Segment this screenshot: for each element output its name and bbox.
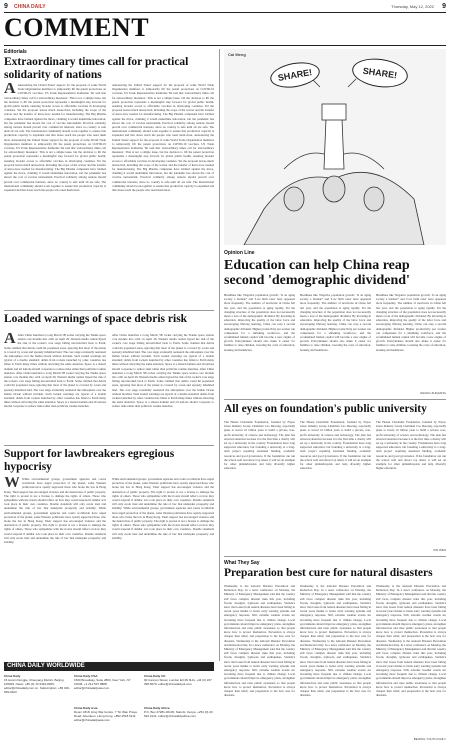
editorial-body-1a: A Announcing the United States' support for the proposal of some World Trade Organization members to temporarily lift the patent protections on COVID-19 vaccines, US Trade Representative Katherine Tai said that 'extraordinary times call for extraordinary measures'. This is not a simple issue, but the decision to lift the patent protection represents a meaningful step forward for global public health, ensuring broader access to affordable vaccines in developing countries. Yet the proposal leaves much unresolved, including the scope of the waiver and the transfer of know-how needed for manufacturing. The Big Pharma companies have lobbied against the move, claiming it would undermine innovation, but the pandemic has shown the cost of vaccine nationalism. Practical solidarity among nations should prevail over commercial interests, since no country is safe until all are safe. The international community should work together to ensure that production capacity is expanded and that doses reach the people who need them most. Announcing the United States' support for the proposal of some World Trade Organization members to temporarily lift the patent protections on COVID-19 vaccines, US Trade Representative Katherine Tai said that 'extraordinary times call for extraordinary measures'. This is not a simple issue, but the decision to lift the patent protection represents a meaningful step forward for global public health, ensuring broader access to affordable vaccines in developing countries. Yet the proposal leaves much unresolved, including the scope of the waiver and the transfer of know-how needed for manufacturing. The Big Pharma companies have lobbied against the move, claiming it would undermine innovation, but the pandemic has shown the cost of vaccine nationalism. Practical solidarity among nations should prevail over commercial interests, since no country is safe until all are safe. The international community should work together to ensure that production capacity is expanded and that doses reach the people who need them most. (4, 83, 106, 193)
editorial-text-2b: After China launched a Long March 5B rocket carrying the Tianhe space station core module into orbit on April 29, Western media outlets hyped the risk of the rocket's core stage falling uncontrolled back to Earth. Some claimed that debris could hit populated areas, ignoring that most of the planet is covered by ocean and sparsely inhabited land. The core stage eventually reentered the atmosphere over the Indian Ocean without incident. Such loaded warnings are typical of a double standard; debris from rockets launched by other countries has fallen to Earth many times without attracting the same attention. Space is a shared domain and all nations should cooperate to reduce risks rather than politicize routine launches. (112, 333, 214, 371)
whatsay-body-b: Wednesday is the national Disaster Prevention and Reduction Day. In a news conference on Monday, the Ministry of Emergency Management said that the country still faces complex disaster risks this year, including floods, droughts, typhoons and earthquakes. Statistics show that losses from natural disasters have been falling in recent years thanks to better early warning systems and emergency response. Still, extreme weather events are becoming more frequent due to climate change. Local governments should improve emergency plans, strengthen infrastructure and raise public awareness so that people know how to protect themselves. Prevention is always cheaper than relief, and preparation is the best cure for disasters. Wednesday is the national Disaster Prevention and Reduction Day. In a news conference on Monday, the Ministry of Emergency Management said that the country still faces complex disaster risks this year, including floods, droughts, typhoons and earthquakes. Statistics show that losses from natural disasters have been falling in recent years thanks to better early warning systems and emergency response. Still, extreme weather events are becoming more frequent due to climate change. Local governments should improve emergency plans, strengthen infrastructure and raise public awareness so that people know how to protect themselves. Prevention is always cheaper than relief, and preparation is the best cure for disasters. (300, 584, 371, 698)
editorial-body-1b: Announcing the United States' support for the proposal of some World Trade Organization members to temporarily lift the patent protections on COVID-19 vaccines, US Trade Representative Katherine Tai said that 'extraordinary times call for extraordinary measures'. This is not a simple issue, but the decision to lift the patent protection represents a meaningful step forward for global public health, ensuring broader access to affordable vaccines in developing countries. Yet the proposal leaves much unresolved, including the scope of the waiver and the transfer of know-how needed for manufacturing. The Big Pharma companies have lobbied against the move, claiming it would undermine innovation, but the pandemic has shown the cost of vaccine nationalism. Practical solidarity among nations should prevail over commercial interests, since no country is safe until all are safe. The international community should work together to ensure that production capacity is expanded and that doses reach the people who need them most. Announcing the United States' support for the proposal of some World Trade Organization members to temporarily lift the patent protections on COVID-19 vaccines, US Trade Representative Katherine Tai said that 'extraordinary times call for extraordinary measures'. This is not a simple issue, but the decision to lift the patent protection represents a meaningful step forward for global public health, ensuring broader access to affordable vaccines in developing countries. Yet the proposal leaves much unresolved, including the scope of the waiver and the transfer of know-how needed for manufacturing. The Big Pharma companies have lobbied against the move, claiming it would undermine innovation, but the pandemic has shown the cost of vaccine nationalism. Practical solidarity among nations should prevail over commercial interests, since no country is safe until all are safe. The international community should work together to ensure that production capacity is expanded and that doses reach the people who need them most. (112, 83, 214, 193)
editorial-body-3b: While environmental groups, government agencies and courts worldwide have urged protection of the planet, some Western politicians have openly supported those who broke the law in Hong Kong. Their support has encouraged violence and the destruction of public property. The right to protest is not a license to damage the rights of others. Those who sympathize with the rioters should reflect on how they would respond if similar acts took place in their own countries. Double standards will only erode trust and undermine the rule of law that underpins prosperity and stability. While environmental groups, government agencies and courts worldwide have urged protection of the planet, some Western politicians have openly supported those who broke the law in Hong Kong. Their support has encouraged violence and the destruction of public property. The right to protest is not a license to damage the rights of others. Those who sympathize with the rioters should reflect on how they would respond if similar acts took place in their own countries. Double standards will only erode trust and undermine the rule of law that underpins prosperity and stability. (112, 477, 214, 540)
views-body-c: The Henan Charitable Foundation, founded by Fuyao Glass Industry Group Chairman Cao Dewang, reportedly plans to invest 10 billion yuan to build a private, non-profit university of science and technology. The plan has attracted attention because it is the first time a charity will set up a university in the country. Foundations have long supported education, but founding a university is a long-term project requiring sustained funding, academic resources and good governance. If the foundation can run the school well and attract top talent, it will set an example for other philanthropists and help diversify higher education. (376, 420, 446, 471)
paper-name: CHINA DAILY (14, 4, 46, 10)
opinion-byline: ZHANG ZHIQIANG (420, 391, 446, 395)
cartoon-illustration (224, 49, 446, 245)
editorial-body-3a: W While environmental groups, government agencies and courts worldwide have urged protection of the planet, some Western politicians have openly supported those who broke the law in Hong Kong. Their support has encouraged violence and the destruction of public property. The right to protest is not a license to damage the rights of others. Those who sympathize with the rioters should reflect on how they would respond if similar acts took place in their own countries. Double standards will only erode trust and undermine the rule of law that underpins prosperity and stability. While environmental groups, government agencies and courts worldwide have urged protection of the planet, some Western politicians have openly supported those who broke the law in Hong Kong. Their support has encouraged violence and the destruction of public property. The right to protest is not a license to damage the rights of others. Those who sympathize with the rioters should reflect on how they would respond if similar acts took place in their own countries. Double standards will only erode trust and undermine the rule of law that underpins prosperity and stability. (4, 477, 106, 545)
section-rule (4, 45, 446, 46)
whatsay-label: What They Say (224, 560, 260, 566)
divider-1 (4, 310, 214, 311)
whatsay-byline: BEIJING YOUTH DAILY (413, 737, 446, 741)
worldwide-title: CHINA DAILY WORLDWIDE (7, 663, 85, 669)
opinion-body-c: Headlines like 'Negative population growth', 'Is an aging society a burden?' and 'Low birth rates' have appeared more frequently. The number of newborns in China fell last year, and the population is aging rapidly. Yet the changing structure of the population does not necessarily mean a loss of the demographic dividend. By investing in education, improving the quality of the labor force and encouraging lifelong learning, China can reap a second demographic dividend. Higher productivity per worker can compensate for a shrinking workforce, and the accumulated human capital will become a new engine of growth. Policymakers should also make it easier for families to raise children, lowering the costs of education, housing and healthcare. (376, 293, 446, 352)
editorial-text-3a: While environmental groups, government agencies and courts worldwide have urged protection of the planet, some Western politicians have openly supported those who broke the law in Hong Kong. Their support has encouraged violence and the destruction of public property. The right to protest is not a license to damage the rights of others. Those who sympathize with the rioters should reflect on how they would respond if similar acts took place in their own countries. Double standards will only erode trust and undermine the rule of law that underpins prosperity and stability. (4, 477, 106, 511)
dropcap: A (4, 83, 16, 97)
column-divider (219, 49, 220, 661)
editorial-headline-1: Extraordinary times call for practical solidarity of nations (4, 56, 189, 81)
speech-bubble-right: SHARE! (350, 55, 409, 91)
office-asia: China Daily Asia Room 1818, Hing Wai Centre, 7 Tin Wan Praya Road, Aberdeen, Hong Kong. +852 2518 5111; editor@chinadailyasia.com (74, 706, 137, 722)
whatsay-body-a: Wednesday is the national Disaster Prevention and Reduction Day. In a news conference on Monday, the Ministry of Emergency Management said that the country still faces complex disaster risks this year, including floods, droughts, typhoons and earthquakes. Statistics show that losses from natural disasters have been falling in recent years thanks to better early warning systems and emergency response. Still, extreme weather events are becoming more frequent due to climate change. Local governments should improve emergency plans, strengthen infrastructure and raise public awareness so that people know how to protect themselves. Prevention is always cheaper than relief, and preparation is the best cure for disasters. Wednesday is the national Disaster Prevention and Reduction Day. In a news conference on Monday, the Ministry of Emergency Management said that the country still faces complex disaster risks this year, including floods, droughts, typhoons and earthquakes. Statistics show that losses from natural disasters have been falling in recent years thanks to better early warning systems and emergency response. Still, extreme weather events are becoming more frequent due to climate change. Local governments should improve emergency plans, strengthen infrastructure and raise public awareness so that people know how to protect themselves. Prevention is always cheaper than relief, and preparation is the best cure for disasters. (224, 584, 295, 698)
office-africa: China Daily Africa P.O. Box 27281-00100, Nairobi, Kenya. +254 (0) 20 522 2141; editor@chinadailyafrica.com (144, 706, 213, 718)
cartoon-artist: Cai Meng (228, 52, 246, 57)
editorial-text-1a: Announcing the United States' support for the proposal of some World Trade Organization members to temporarily lift the patent protections on COVID-19 vaccines, US Trade Representative Katherine Tai said that 'extraordinary times call for extraordinary measures'. This is not a simple issue, but the decision to lift the patent protection represents a meaningful step forward for global public health, ensuring broader access to affordable vaccines in developing countries. Yet the proposal leaves much unresolved, including the scope of the waiver and the transfer of know-how needed for manufacturing. The Big Pharma companies have lobbied against the move, claiming it would undermine innovation, but the pandemic has shown the cost of vaccine nationalism. Practical solidarity among nations should prevail over commercial interests, since no country is safe until all are safe. The international community should work together to ensure that production capacity is expanded and that doses reach the people who need them most. (4, 83, 106, 142)
editorial-text-1b: Announcing the United States' support for the proposal of some World Trade Organization members to temporarily lift the patent protections on COVID-19 vaccines, US Trade Representative Katherine Tai said that 'extraordinary times call for extraordinary measures'. This is not a simple issue, but the decision to lift the patent protection represents a meaningful step forward for global public health, ensuring broader access to affordable vaccines in developing countries. Yet the proposal leaves much unresolved, including the scope of the waiver and the transfer of know-how needed for manufacturing. The Big Pharma companies have lobbied against the move, claiming it would undermine innovation, but the pandemic has shown the cost of vaccine nationalism. Practical solidarity among nations should prevail over commercial interests, since no country is safe until all are safe. The international community should work together to ensure that production capacity is expanded and that doses reach the people who need them most. (112, 83, 214, 138)
divider-4 (224, 556, 446, 557)
issue-date: Thursday, May 12, 2022 (391, 4, 434, 9)
editorial-text-2a: After China launched a Long March 5B rocket carrying the Tianhe space station core module into orbit on April 29, Western media outlets hyped the risk of the rocket's core stage falling uncontrolled back to Earth. Some claimed that debris could hit populated areas, ignoring that most of the planet is covered by ocean and sparsely inhabited land. The core stage eventually reentered the atmosphere over the Indian Ocean without incident. Such loaded warnings are typical of a double standard; debris from rockets launched by other countries has fallen to Earth many times without attracting the same attention. Space is a shared domain and all nations should cooperate to reduce risks rather than politicize routine launches. (4, 333, 106, 375)
views-byline: XIN WEN (433, 548, 446, 552)
editorial-headline-2: Loaded warnings of space debris risk (4, 313, 188, 325)
opinion-label: Opinion Line (224, 250, 255, 256)
opinion-headline: Education can help China reap second 'demographic dividend' (224, 258, 410, 288)
divider-2 (4, 445, 214, 446)
page-number: 9 (4, 3, 8, 10)
views-body-b: The Henan Charitable Foundation, founded by Fuyao Glass Industry Group Chairman Cao Dewang, reportedly plans to invest 10 billion yuan to build a private, non-profit university of science and technology. The plan has attracted attention because it is the first time a charity will set up a university in the country. Foundations have long supported education, but founding a university is a long-term project requiring sustained funding, academic resources and good governance. If the foundation can run the school well and attract top talent, it will set an example for other philanthropists and help diversify higher education. (300, 420, 371, 471)
editorial-body-2a: A After China launched a Long March 5B rocket carrying the Tianhe space station core module into orbit on April 29, Western media outlets hyped the risk of the rocket's core stage falling uncontrolled back to Earth. Some claimed that debris could hit populated areas, ignoring that most of the planet is covered by ocean and sparsely inhabited land. The core stage eventually reentered the atmosphere over the Indian Ocean without incident. Such loaded warnings are typical of a double standard; debris from rockets launched by other countries has fallen to Earth many times without attracting the same attention. Space is a shared domain and all nations should cooperate to reduce risks rather than politicize routine launches. After China launched a Long March 5B rocket carrying the Tianhe space station core module into orbit on April 29, Western media outlets hyped the risk of the rocket's core stage falling uncontrolled back to Earth. Some claimed that debris could hit populated areas, ignoring that most of the planet is covered by ocean and sparsely inhabited land. The core stage eventually reentered the atmosphere over the Indian Ocean without incident. Such loaded warnings are typical of a double standard; debris from rockets launched by other countries has fallen to Earth many times without attracting the same attention. Space is a shared domain and all nations should cooperate to reduce risks rather than politicize routine launches. (4, 333, 106, 409)
office-uk: China Daily UK 90 Cannon Street, London EC4N 6HA. +44 (0) 207 398 8270; editor@chinadailyuk.com (144, 674, 212, 686)
views-headline: All eyes on foundation's public university (224, 403, 427, 415)
editorial-body-2b: After China launched a Long March 5B rocket carrying the Tianhe space station core module into orbit on April 29, Western media outlets hyped the risk of the rocket's core stage falling uncontrolled back to Earth. Some claimed that debris could hit populated areas, ignoring that most of the planet is covered by ocean and sparsely inhabited land. The core stage eventually reentered the atmosphere over the Indian Ocean without incident. Such loaded warnings are typical of a double standard; debris from rockets launched by other countries has fallen to Earth many times without attracting the same attention. Space is a shared domain and all nations should cooperate to reduce risks rather than politicize routine launches. After China launched a Long March 5B rocket carrying the Tianhe space station core module into orbit on April 29, Western media outlets hyped the risk of the rocket's core stage falling uncontrolled back to Earth. Some claimed that debris could hit populated areas, ignoring that most of the planet is covered by ocean and sparsely inhabited land. The core stage eventually reentered the atmosphere over the Indian Ocean without incident. Such loaded warnings are typical of a double standard; debris from rockets launched by other countries has fallen to Earth many times without attracting the same attention. Space is a shared domain and all nations should cooperate to reduce risks rather than politicize routine launches. (112, 333, 214, 409)
editorials-label: Editorials (4, 49, 27, 55)
office-china: China Daily 15 Huixin Dongjie, Chaoyang District, Beijing 100029. News: +86 (0) 10 6491-8366; editor@chinadaily.com.cn. Subscription: +86 400-699-0203 (4, 674, 70, 694)
page-number-right: 9 (442, 3, 446, 10)
editorial-text-3b: While environmental groups, government agencies and courts worldwide have urged protection of the planet, some Western politicians have openly supported those who broke the law in Hong Kong. Their support has encouraged violence and the destruction of public property. The right to protest is not a license to damage the rights of others. Those who sympathize with the rioters should reflect on how they would respond if similar acts took place in their own countries. Double standards will only erode trust and undermine the rule of law that underpins prosperity and stability. (112, 477, 214, 511)
whatsay-headline: Preparation best cure for natural disasters (224, 567, 433, 579)
divider-3 (224, 399, 446, 400)
cartoon (224, 49, 446, 245)
opinion-body-a: Headlines like 'Negative population growth', 'Is an aging society a burden?' and 'Low birth rates' have appeared more frequently. The number of newborns in China fell last year, and the population is aging rapidly. Yet the changing structure of the population does not necessarily mean a loss of the demographic dividend. By investing in education, improving the quality of the labor force and encouraging lifelong learning, China can reap a second demographic dividend. Higher productivity per worker can compensate for a shrinking workforce, and the accumulated human capital will become a new engine of growth. Policymakers should also make it easier for families to raise children, lowering the costs of education, housing and healthcare. (224, 293, 295, 352)
whatsay-body-c: Wednesday is the national Disaster Prevention and Reduction Day. In a news conference on Monday, the Ministry of Emergency Management said that the country still faces complex disaster risks this year, including floods, droughts, typhoons and earthquakes. Statistics show that losses from natural disasters have been falling in recent years thanks to better early warning systems and emergency response. Still, extreme weather events are becoming more frequent due to climate change. Local governments should improve emergency plans, strengthen infrastructure and raise public awareness so that people know how to protect themselves. Prevention is always cheaper than relief, and preparation is the best cure for disasters. Wednesday is the national Disaster Prevention and Reduction Day. In a news conference on Monday, the Ministry of Emergency Management said that the country still faces complex disaster risks this year, including floods, droughts, typhoons and earthquakes. Statistics show that losses from natural disasters have been falling in recent years thanks to better early warning systems and emergency response. Still, extreme weather events are becoming more frequent due to climate change. Local governments should improve emergency plans, strengthen infrastructure and raise public awareness so that people know how to protect themselves. Prevention is always cheaper than relief, and preparation is the best cure for disasters. (376, 584, 446, 698)
opinion-body-b: Headlines like 'Negative population growth', 'Is an aging society a burden?' and 'Low birth rates' have appeared more frequently. The number of newborns in China fell last year, and the population is aging rapidly. Yet the changing structure of the population does not necessarily mean a loss of the demographic dividend. By investing in education, improving the quality of the labor force and encouraging lifelong learning, China can reap a second demographic dividend. Higher productivity per worker can compensate for a shrinking workforce, and the accumulated human capital will become a new engine of growth. Policymakers should also make it easier for families to raise children, lowering the costs of education, housing and healthcare. (300, 293, 371, 352)
editorial-headline-3: Support for lawbreakers egregious hypocrisy (4, 448, 175, 473)
section-title: COMMENT (4, 13, 150, 42)
views-body-a: The Henan Charitable Foundation, founded by Fuyao Glass Industry Group Chairman Cao Dewang, reportedly plans to invest 10 billion yuan to build a private, non-profit university of science and technology. The plan has attracted attention because it is the first time a charity will set up a university in the country. Foundations have long supported education, but founding a university is a long-term project requiring sustained funding, academic resources and good governance. If the foundation can run the school well and attract top talent, it will set an example for other philanthropists and help diversify higher education. (224, 420, 295, 471)
worldwide-banner (4, 662, 214, 671)
office-usa: China Daily USA 1500 Broadway, Suite 2800, New York, NY 10036. +1 212 537 8888; editor@chinadailyusa.com (74, 674, 131, 690)
speech-bubble-left: SHARE! (268, 59, 321, 91)
